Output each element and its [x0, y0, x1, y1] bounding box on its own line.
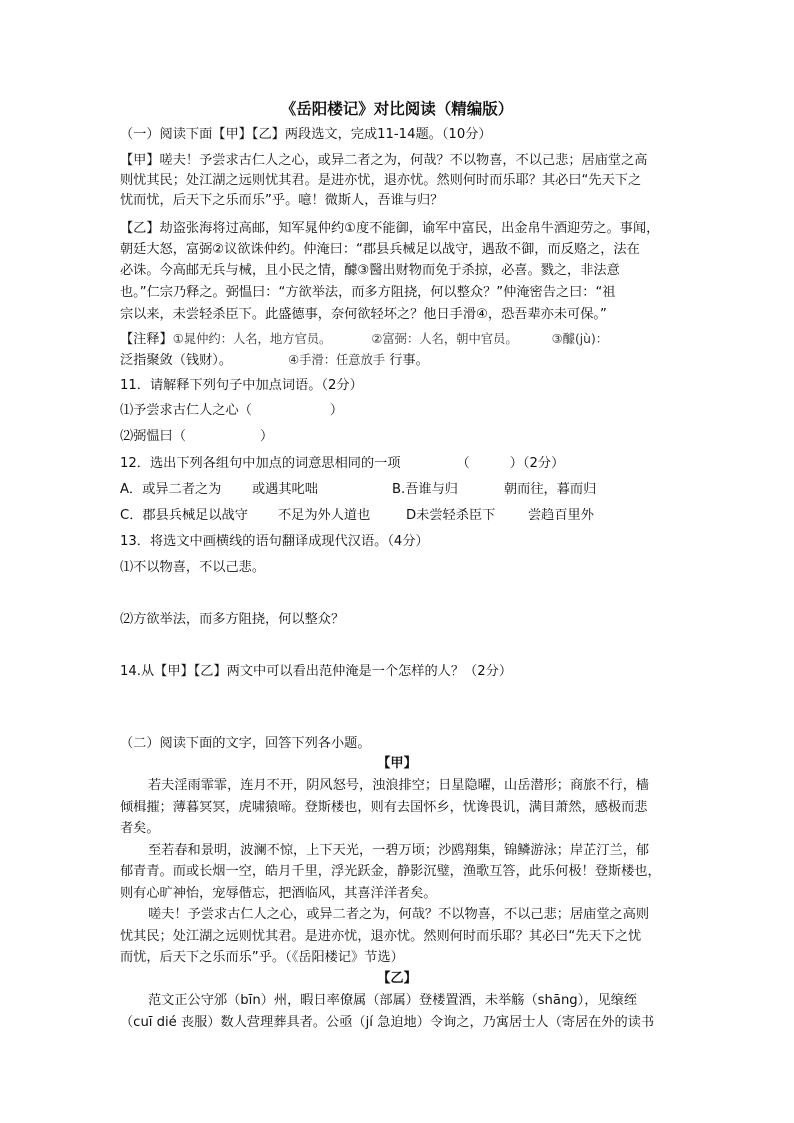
notes-line-1: [120, 330, 680, 349]
q12-option-a-2: 或遇其叱咄: [252, 482, 318, 497]
q12-option-b: B.吾谁与归: [392, 482, 458, 497]
jia-line-2: 则忧其民；处江湖之远则忧其君。是进亦忧，退亦忧。然则何时而乐耶？其必曰“先天下之: [120, 173, 642, 188]
q12-option-d-2: 尝趋百里外: [528, 508, 594, 523]
notes-line-2: [120, 351, 680, 370]
note-3: ③醵(jù)：: [551, 332, 609, 346]
p2-jia-line-1: 若夫淫雨霏霏，连月不开，阴风怒号，浊浪排空；日星隐曜，山岳潜形；商旅不行，樯: [148, 778, 650, 793]
q13-a: ⑴不以物喜，不以己悲。: [120, 560, 266, 575]
q12-option-d: D未尝轻杀臣下: [406, 508, 496, 523]
p2-jia-line-6: 则有心旷神怡，宠辱偕忘，把酒临风，其喜洋洋者矣。: [120, 886, 437, 901]
part2-yi-heading: 【乙】: [377, 971, 417, 986]
q12-paren-end: ）（2分）: [509, 456, 565, 471]
q13-stem: 13．将选文中画横线的语句翻译成现代汉语。（4分）: [120, 534, 429, 549]
part2-jia-heading: 【甲】: [377, 756, 417, 771]
q11-b: [120, 428, 680, 446]
yi-line-2: 朝廷大怒，富弼②议欲诛仲约。仲淹曰：“郡县兵械足以战守，遇敌不御，而反赂之，法在: [120, 242, 640, 257]
p2-jia-line-2: 倾楫摧；薄暮冥冥，虎啸猿啼。登斯楼也，则有去国怀乡，忧谗畏讥，满目萧然，感极而悲: [120, 800, 648, 815]
q11-a-paren: ）: [329, 403, 344, 418]
q12-option-c-2: 不足为外人道也: [278, 508, 371, 523]
q11-stem: 11．请解释下列句子中加点词语。（2分）: [120, 378, 363, 393]
q12-stem: [120, 455, 680, 473]
q11-a: [120, 402, 680, 420]
yi-line-5: 宗以来，未尝轻杀臣下。此盛德事，奈何欲轻坏之？他日手滑④，恐吾辈亦未可保。”: [120, 307, 607, 322]
yi-line-4: 也。”仁宗乃释之。弼愠曰：“方欲举法，而多方阻挠，何以整众？”仲淹密告之曰：“祖: [120, 285, 616, 300]
q12-stem-text: 12．选出下列各组句中加点的词意思相同的一项: [120, 456, 401, 471]
yi-line-1: 【乙】劫盗张海将过高邮，知军晁仲约①度不能御，谕军中富民，出金帛牛酒迎劳之。事闻，: [120, 221, 660, 236]
q12-option-b-2: 朝而往，暮而归: [504, 482, 597, 497]
q14-stem: 14.从【甲】【乙】两文中可以看出范仲淹是一个怎样的人？（2分）: [120, 664, 513, 679]
note-4: ④手滑：任意放手: [288, 353, 386, 367]
p2-jia-line-8: 忧其民；处江湖之远则忧其君。是进亦忧，退亦忧。然则何时而乐耶？其必曰“先天下之忧: [120, 929, 642, 944]
note-1: ①晁仲约：人名，地方官员。: [172, 332, 332, 346]
p2-jia-line-3: 者矣。: [120, 821, 160, 836]
q11-b-text: ⑵弼愠曰（: [120, 429, 186, 444]
part2-intro: （二）阅读下面的文字，回答下列各小题。: [120, 736, 371, 751]
note-3-cont: 泛指聚敛（钱财）。: [120, 353, 233, 368]
q11-b-paren: ）: [259, 429, 274, 444]
q13-b: ⑵方欲举法，而多方阻挠，何以整众？: [120, 612, 345, 627]
q12-row-cd: [120, 507, 680, 525]
p2-jia-line-7: 嗟夫！予尝求古仁人之心，或异二者之为，何哉？不以物喜，不以己悲；居庙堂之高则: [148, 907, 650, 922]
q12-row-ab: [120, 481, 680, 499]
notes-label: 【注释】: [120, 332, 173, 347]
q12-paren: （: [456, 456, 470, 471]
p2-jia-line-4: 至若春和景明，波澜不惊，上下天光，一碧万顷；沙鸥翔集，锦鳞游泳；岸芷汀兰，郁: [148, 843, 650, 858]
q12-option-c: C．郡县兵械足以战守: [120, 508, 248, 523]
page-title: 《岳阳楼记》对比阅读（精编版）: [280, 100, 514, 118]
p2-yi-line-2: （cuī dié 丧服）数人营理葬具者。公亟（jí 急迫地）令询之，乃寓居士人（寄居在外的读书: [120, 1015, 655, 1030]
p2-jia-line-9: 而忧，后天下之乐而乐”乎。（《岳阳楼记》节选）: [120, 950, 404, 965]
yi-line-3: 必诛。今高邮无兵与械，且小民之情，醵③醫出财物而免于杀掠，必喜。戮之，非法意: [120, 263, 620, 278]
note-4-cont: 行事。: [389, 353, 429, 368]
jia-line-1: 【甲】嗟夫！予尝求古仁人之心，或异二者之为，何哉？不以物喜，不以己悲；居庙堂之高: [120, 153, 648, 168]
note-2: ②富弼：人名，朝中官员。: [371, 332, 518, 346]
q11-a-text: ⑴予尝求古仁人之心（: [120, 403, 252, 418]
q12-option-a: A．或异二者之为: [120, 482, 222, 497]
jia-line-3: 忧而忧，后天下之乐而乐”乎。噫！微斯人，吾谁与归？: [120, 193, 444, 208]
p2-jia-line-5: 郁青青。而或长烟一空，皓月千里，浮光跃金，静影沉璧，渔歌互答，此乐何极！登斯楼也，: [120, 864, 661, 879]
part1-intro: （一）阅读下面【甲】【乙】两段选文，完成11-14题。（10分）: [120, 127, 492, 142]
p2-yi-line-1: 范文正公守邠（bīn）州，暇日率僚属（部属）登楼置酒，未举觞（shāng），见缞绖: [148, 993, 638, 1008]
